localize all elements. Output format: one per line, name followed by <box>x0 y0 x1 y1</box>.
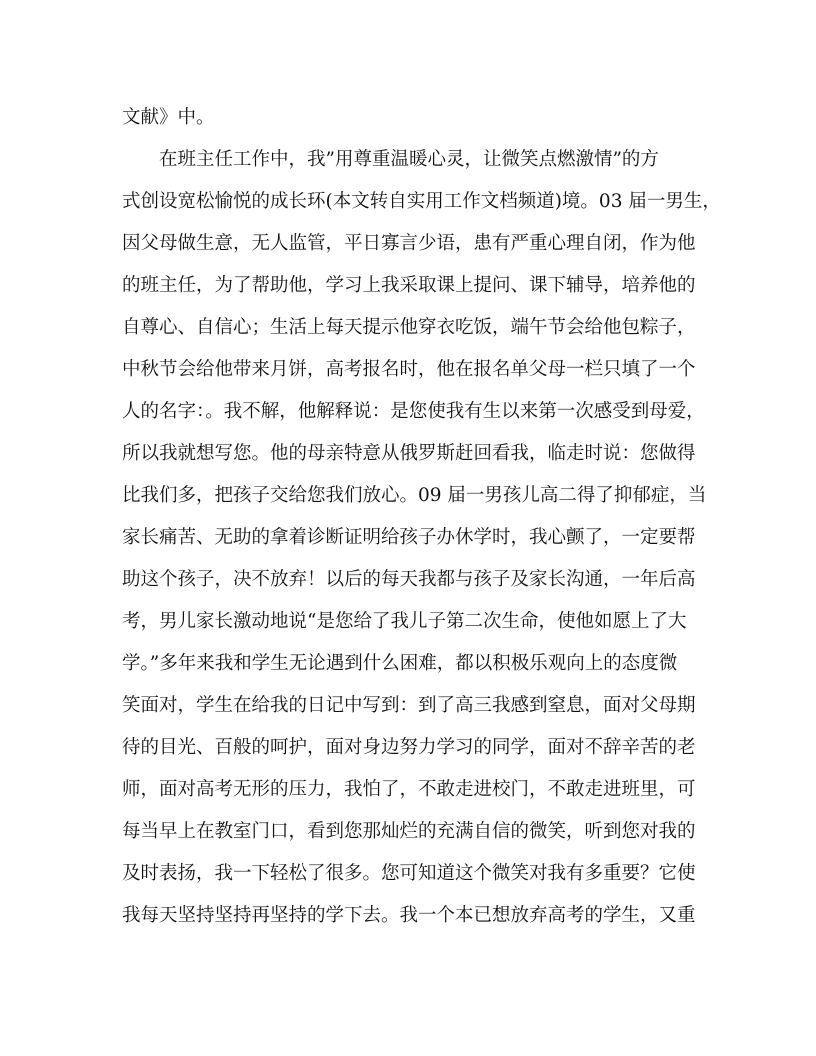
text-line: 人的名字：。我不解，他解释说：是您使我有生以来第一次感受到母爱， <box>122 401 705 422</box>
text-line: 待的目光、百般的呵护，面对身边努力学习的同学，面对不辞辛苦的老 <box>122 737 696 758</box>
text-line: 家长痛苦、无助的拿着诊断证明给孩子办休学时，我心颤了，一定要帮 <box>122 527 696 548</box>
text-line: 我每天坚持坚持再坚持的学下去。我一个本已想放弃高考的学生，又重 <box>122 905 696 926</box>
text-line: 中秋节会给他带来月饼，高考报名时，他在报名单父母一栏只填了一个 <box>122 359 696 380</box>
text-line: 所以我就想写您。他的母亲特意从俄罗斯赶回看我，临走时说：您做得 <box>122 443 696 464</box>
text-line: 比我们多，把孩子交给您我们放心。09 届一男孩儿高二得了抑郁症，当 <box>122 485 707 506</box>
text-line: 在班主任工作中，我”用尊重温暖心灵，让微笑点燃激情”的方 <box>122 149 659 170</box>
text-line: 助这个孩子，决不放弃！以后的每天我都与孩子及家长沟通，一年后高 <box>122 569 696 590</box>
text-line: 自尊心、自信心；生活上每天提示他穿衣吃饭，端午节会给他包粽子， <box>122 317 696 338</box>
text-line: 及时表扬，我一下轻松了很多。您可知道这个微笑对我有多重要？它使 <box>122 863 696 884</box>
text-line: 师，面对高考无形的压力，我怕了，不敢走进校门，不敢走进班里，可 <box>122 779 696 800</box>
text-line: 每当早上在教室门口，看到您那灿烂的充满自信的微笑，听到您对我的 <box>122 821 696 842</box>
text-line: 笑面对，学生在给我的日记中写到：到了高三我感到窒息，面对父母期 <box>122 695 696 716</box>
text-line: 考，男儿家长激动地说“是您给了我儿子第二次生命，使他如愿上了大 <box>122 611 687 632</box>
text-line: 因父母做生意，无人监管，平日寡言少语，患有严重心理自闭，作为他 <box>122 233 696 254</box>
text-line: 的班主任，为了帮助他，学习上我采取课上提问、课下辅导，培养他的 <box>122 275 696 296</box>
text-line: 学。”多年来我和学生无论遇到什么困难，都以积极乐观向上的态度微 <box>122 653 678 674</box>
text-line: 文献》中。 <box>122 107 215 128</box>
text-line: 式创设宽松愉悦的成长环(本文转自实用工作文档频道)境。03 届一男生， <box>122 191 721 212</box>
